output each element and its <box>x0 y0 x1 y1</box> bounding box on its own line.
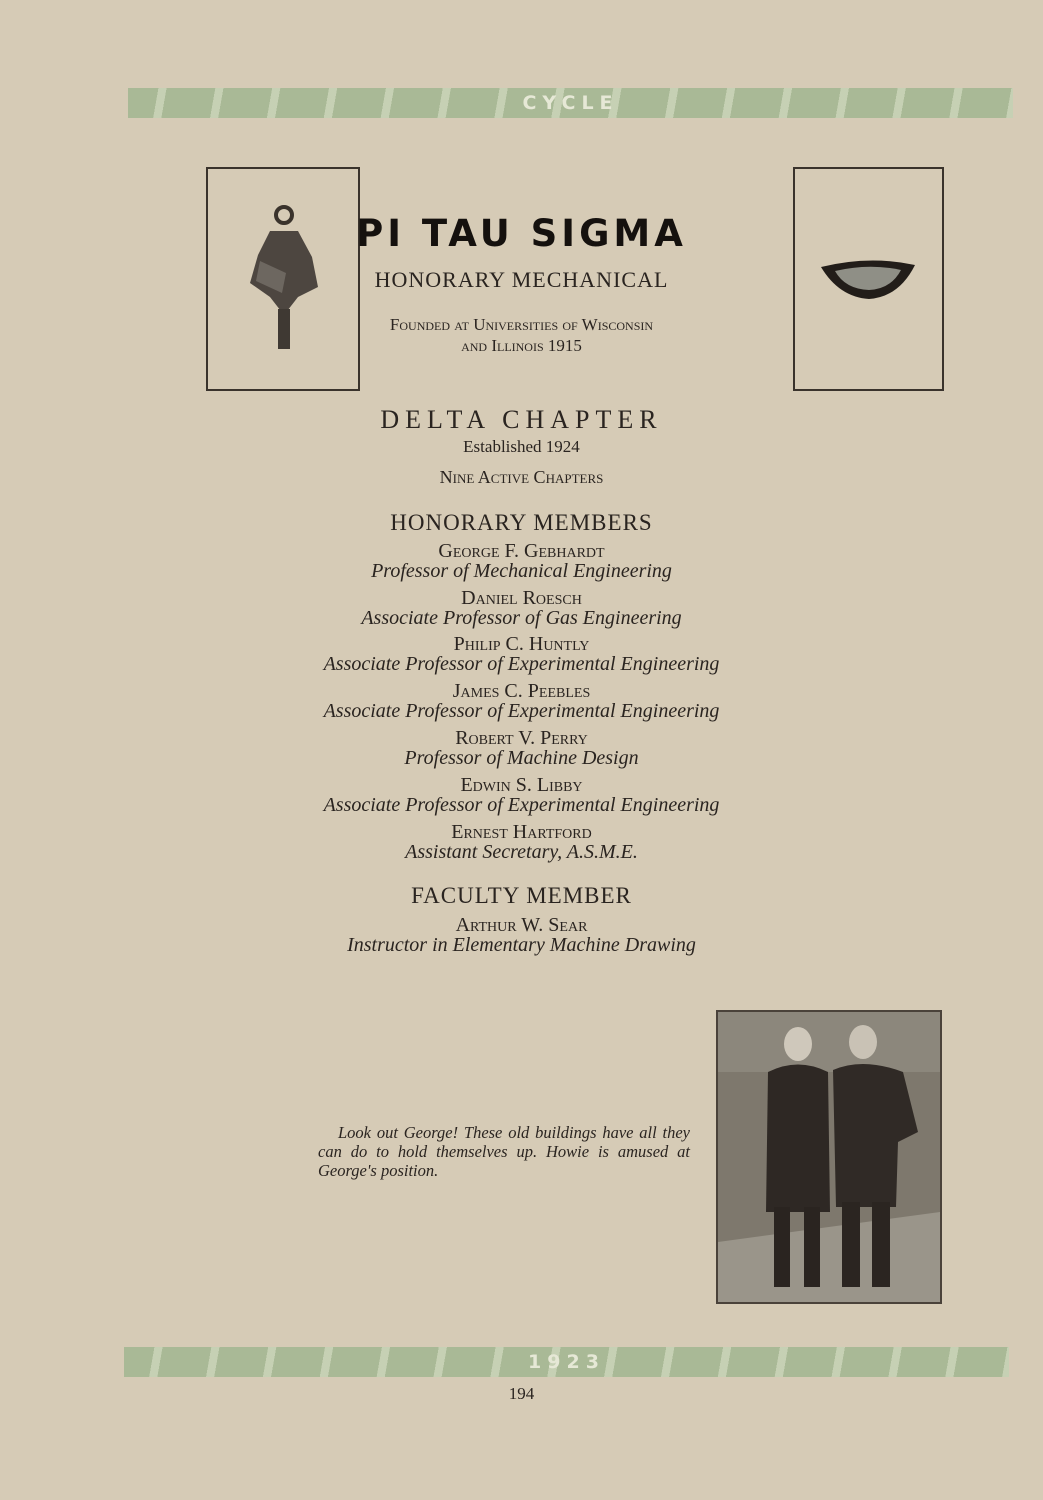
member-title: Associate Professor of Gas Engineering <box>361 607 682 629</box>
member-title: Associate Professor of Experimental Engineering <box>323 794 720 816</box>
member-name: Daniel Roesch <box>461 587 582 609</box>
member-title: Associate Professor of Experimental Engineering <box>323 653 720 675</box>
header-band-word: CYCLE <box>522 92 619 114</box>
subtitle: HONORARY MECHANICAL <box>374 267 669 292</box>
founded-line-2: and Illinois 1915 <box>461 336 582 355</box>
member-name: Philip C. Huntly <box>453 633 590 655</box>
faculty-member-heading: FACULTY MEMBER <box>411 883 632 908</box>
footer-band-word: 1923 <box>528 1351 605 1373</box>
photograph <box>716 1010 942 1304</box>
faculty-member-name: Arthur W. Sear <box>455 914 588 936</box>
two-men-photo-icon <box>718 1012 940 1302</box>
footer-ornament-band <box>124 1347 1009 1377</box>
member-name: Robert V. Perry <box>455 727 588 749</box>
photo-caption: Look out George! These old buildings have all they can do to hold themselves up. Howie is amused at George's position. <box>318 1123 690 1180</box>
member-name: Ernest Hartford <box>451 821 592 843</box>
member-title: Professor of Machine Design <box>404 747 639 769</box>
page-number: 194 <box>508 1384 535 1403</box>
active-chapters: Nine Active Chapters <box>439 467 604 487</box>
honorary-members-heading: HONORARY MEMBERS <box>390 510 653 535</box>
fraternity-name: PI TAU SIGMA <box>356 212 687 255</box>
member-name: James C. Peebles <box>452 680 591 702</box>
member-title: Professor of Mechanical Engineering <box>371 560 672 582</box>
chapter-established: Established 1924 <box>463 437 580 456</box>
member-name: Edwin S. Libby <box>460 774 583 796</box>
member-title: Associate Professor of Experimental Engineering <box>323 700 720 722</box>
member-name: George F. Gebhardt <box>438 540 605 562</box>
faculty-member-title: Instructor in Elementary Machine Drawing <box>347 934 696 956</box>
header-ornament-band <box>128 88 1013 118</box>
member-title: Assistant Secretary, A.S.M.E. <box>405 841 638 863</box>
chapter-name: DELTA CHAPTER <box>380 405 663 434</box>
founded-line-1: Founded at Universities of Wisconsin <box>389 315 654 334</box>
